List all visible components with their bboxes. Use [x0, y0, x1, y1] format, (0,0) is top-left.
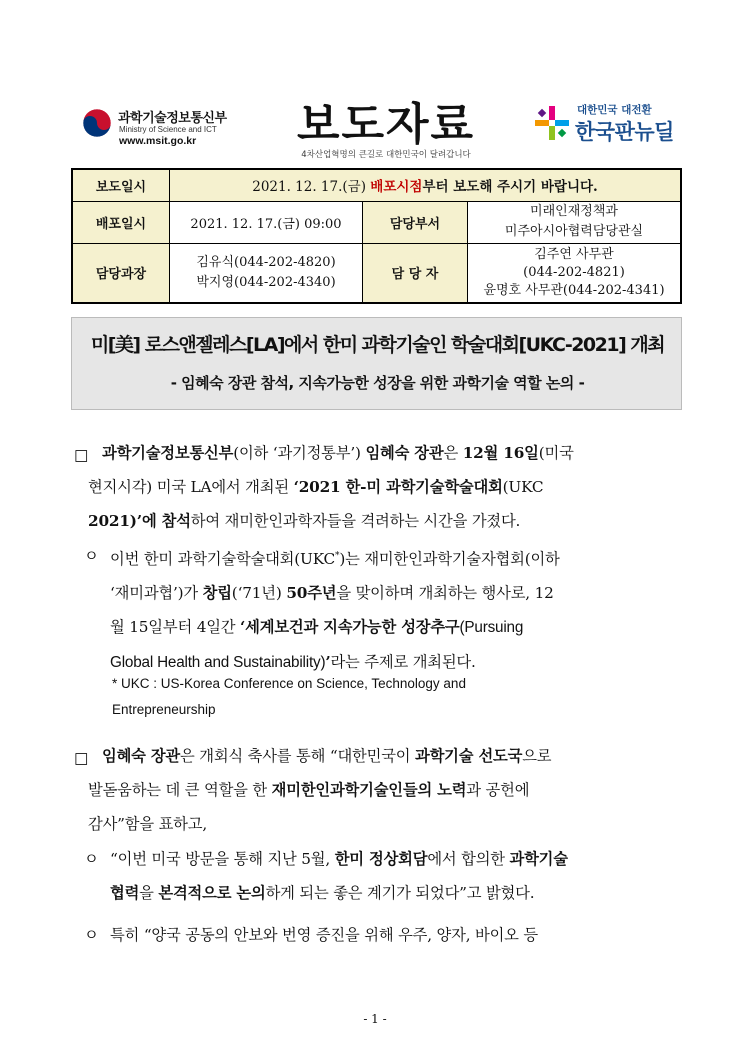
org-url: www.msit.go.kr: [119, 135, 197, 147]
paragraph-3: 임혜숙 장관은 개회식 축사를 통해 “대한민국이 과학기술 선도국으로 발돋움하는 데 큰 역할을 한 재미한인과학기술인들의 노력과 공헌에 감사”함을 표하고,: [88, 747, 552, 833]
contact-value: 김주연 사무관 (044-202-4821) 윤명호 사무관(044-202-4341): [468, 243, 682, 303]
paragraph-5: 특히 “양국 공동의 안보와 번영 증진을 위해 우주, 양자, 바이오 등: [110, 926, 538, 944]
new-deal-mark-icon: [535, 106, 569, 140]
headline-title: 미[美] 로스앤젤레스[LA]에서 한미 과학기술인 학술대회[UKC-2021] 개최: [90, 334, 665, 356]
bullet-circle-icon: ㅇ: [84, 926, 99, 944]
taegeuk-emblem-icon: [82, 108, 112, 138]
dept-label: 담당부서: [363, 201, 468, 243]
contact-label: 담 당 자: [363, 243, 468, 303]
page-number: - 1 -: [363, 1012, 387, 1026]
headline-box: [71, 317, 682, 410]
ministry-logo: [82, 100, 282, 156]
dist-time-value: 2021. 12. 17.(금) 09:00: [170, 201, 363, 243]
manager-label: 담당과장: [72, 243, 170, 303]
paragraph-2: 이번 한미 과학기술학술대회(UKC*)는 재미한인과학기술자협회(이하 ‘재미과협’)가 창립(‘71년) 50주년을 맞이하며 개최하는 행사로, 12 월 15일부터 4일간 ‘세계보건과 지속가능한 성장추구(Pursuing Global Health and Sustainability)’라는 주제로 개최된다.: [110, 550, 560, 672]
dist-time-label: 배포일시: [72, 201, 170, 243]
report-time-value: 2021. 12. 17.(금) 배포시점부터 보도해 주시기 바랍니다.: [170, 169, 682, 201]
bullet-circle-icon: ㅇ: [84, 547, 99, 565]
org-name-en: Ministry of Science and ICT: [119, 125, 217, 134]
footnote: * UKC : US-Korea Conference on Science, Technology and Entrepreneurship: [112, 676, 466, 717]
paragraph-4: “이번 미국 방문을 통해 지난 5월, 한미 정상회담에서 합의한 과학기술 협력을 본격적으로 논의하게 되는 좋은 계기가 되었다”고 밝혔다.: [110, 850, 568, 902]
manager-value: 김유식(044-202-4820) 박지영(044-202-4340): [170, 243, 363, 303]
slogan: 4차산업혁명의 큰길로 대한민국이 달려갑니다: [301, 150, 471, 160]
bullet-circle-icon: ㅇ: [84, 850, 99, 868]
headline-subtitle: - 임혜숙 장관 참석, 지속가능한 성장을 위한 과학기술 역할 논의 -: [170, 374, 585, 392]
org-name: 과학기술정보통신부: [118, 111, 227, 126]
report-time-label: 보도일시: [72, 169, 170, 201]
new-deal-name: 한국판뉴딜: [575, 120, 674, 144]
release-info-table: [71, 168, 682, 304]
doc-title: 보도자료: [296, 99, 475, 150]
bullet-square-icon: □: [74, 749, 89, 767]
new-deal-logo: [535, 100, 685, 150]
bullet-square-icon: □: [74, 446, 89, 464]
dept-value: 미래인재정책과 미주아시아협력담당관실: [468, 201, 682, 243]
paragraph-1: 과학기술정보통신부(이하 ‘과기정통부’) 임혜숙 장관은 12월 16일(미국 현지시각) 미국 LA에서 개최된 ‘2021 한-미 과학기술학술대회(UKC 2021)’에 참석하여 재미한인과학자들을 격려하는 시간을 가졌다.: [88, 444, 574, 530]
new-deal-tagline: 대한민국 대전환: [577, 104, 652, 116]
embargo-text: 배포시점: [370, 179, 423, 196]
